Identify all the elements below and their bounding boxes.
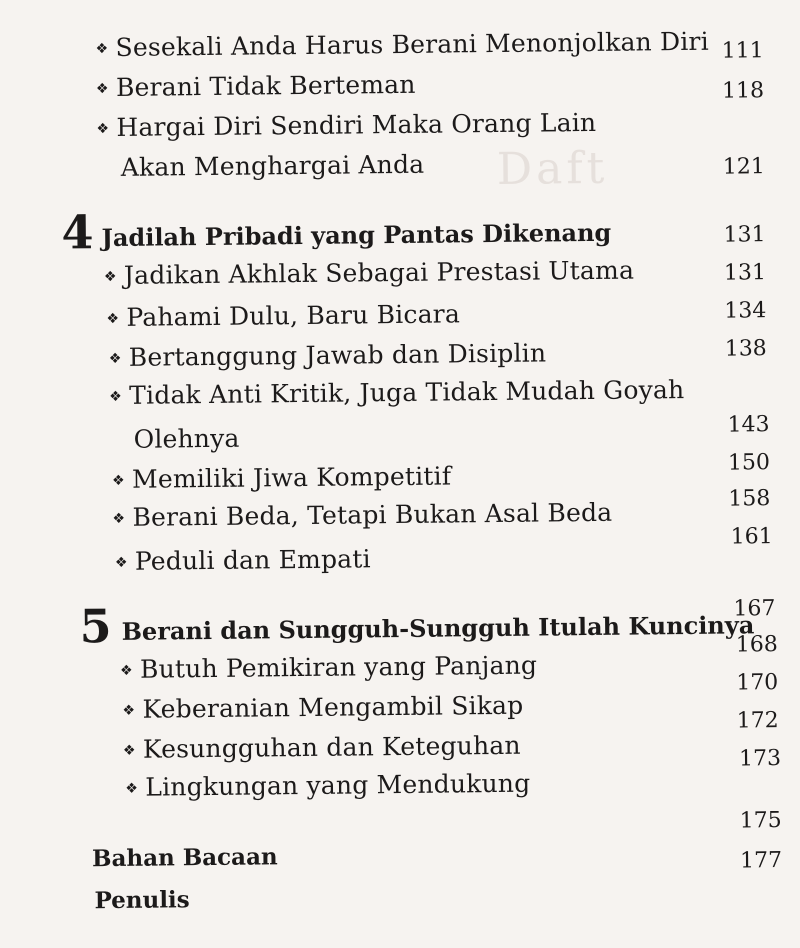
page-number: 158	[728, 486, 771, 512]
page-number: 170	[736, 670, 779, 696]
toc-entry[interactable]	[122, 691, 523, 726]
entry-title: Berani Tidak Berteman	[115, 69, 416, 102]
bullet-icon: ❖	[106, 310, 120, 328]
chapter-number: 5	[79, 599, 112, 654]
toc-entry[interactable]	[112, 461, 451, 496]
entry-title: Sesekali Anda Harus Berani Menonjolkan Diri	[115, 26, 709, 62]
toc-entry[interactable]	[125, 769, 530, 804]
chapter-title[interactable]: Jadilah Pribadi yang Pantas Dikenang	[101, 217, 612, 253]
bullet-icon: ❖	[112, 472, 125, 490]
page-number: 177	[739, 848, 783, 874]
entry-title: Keberanian Mengambil Sikap	[142, 690, 524, 724]
bullet-icon: ❖	[112, 510, 126, 528]
bleed-through-watermark: Daft	[496, 142, 609, 195]
entry-title: Bertanggung Jawab dan Disiplin	[128, 338, 547, 372]
entry-title-line2: Olehnya	[133, 423, 240, 454]
bullet-icon: ❖	[96, 121, 110, 138]
entry-title: Berani Beda, Tetapi Bukan Asal Beda	[132, 497, 613, 532]
back-matter-title[interactable]: Penulis	[94, 886, 190, 915]
page-number: 131	[723, 222, 766, 248]
page-number: 175	[739, 808, 782, 834]
page-number: 172	[736, 708, 779, 734]
bullet-icon: ❖	[122, 742, 136, 759]
page-number: 131	[723, 260, 767, 286]
entry-title: Memiliki Jiwa Kompetitif	[131, 461, 452, 494]
toc-entry[interactable]	[104, 256, 634, 293]
toc-entry[interactable]	[109, 375, 684, 412]
toc-entry[interactable]	[95, 27, 709, 64]
toc-entry[interactable]	[96, 70, 416, 104]
bullet-icon: ❖	[103, 268, 117, 286]
page-number: 121	[722, 154, 765, 180]
bullet-icon: ❖	[122, 702, 136, 719]
toc-entry[interactable]	[112, 498, 612, 534]
entry-title: Peduli dan Empati	[134, 544, 371, 576]
bullet-icon: ❖	[120, 662, 133, 679]
page-number: 111	[721, 38, 764, 64]
page-number: 167	[733, 596, 776, 622]
entry-title: Lingkungan yang Mendukung	[145, 768, 531, 802]
page-number: 134	[724, 298, 767, 324]
toc-entry[interactable]	[96, 108, 596, 144]
entry-title: Pahami Dulu, Baru Bicara	[126, 299, 461, 332]
back-matter-title[interactable]: Bahan Bacaan	[91, 843, 278, 873]
entry-title-line1: Tidak Anti Kritik, Juga Tidak Mudah Goyah	[129, 375, 685, 410]
bullet-icon: ❖	[95, 41, 109, 58]
entry-title: Jadikan Akhlak Sebagai Prestasi Utama	[123, 255, 635, 290]
page-number: 168	[735, 632, 778, 658]
entry-title-line1: Hargai Diri Sendiri Maka Orang Lain	[116, 107, 597, 142]
toc-entry[interactable]	[115, 544, 371, 578]
entry-title: Kesungguhan dan Keteguhan	[142, 730, 521, 764]
bullet-icon: ❖	[125, 780, 139, 797]
page-number: 138	[724, 336, 767, 362]
toc-entry[interactable]	[106, 299, 460, 334]
toc-entry[interactable]	[120, 651, 537, 686]
page-number: 173	[738, 746, 782, 772]
entry-title-line2: Akan Menghargai Anda	[120, 149, 425, 182]
toc-entry[interactable]	[123, 731, 521, 766]
entry-title: Butuh Pemikiran yang Panjang	[139, 650, 538, 684]
bullet-icon: ❖	[108, 350, 122, 368]
page-number: 143	[727, 412, 770, 438]
page-number: 161	[730, 524, 773, 550]
chapter-number: 4	[61, 205, 94, 260]
toc-entry[interactable]	[109, 338, 547, 374]
bullet-icon: ❖	[114, 554, 128, 571]
bullet-icon: ❖	[109, 388, 123, 406]
bullet-icon: ❖	[95, 81, 109, 98]
page-number: 150	[727, 450, 771, 476]
page-number: 118	[721, 78, 765, 104]
chapter-title[interactable]: Berani dan Sungguh-Sungguh Itulah Kuncinya	[121, 610, 755, 646]
